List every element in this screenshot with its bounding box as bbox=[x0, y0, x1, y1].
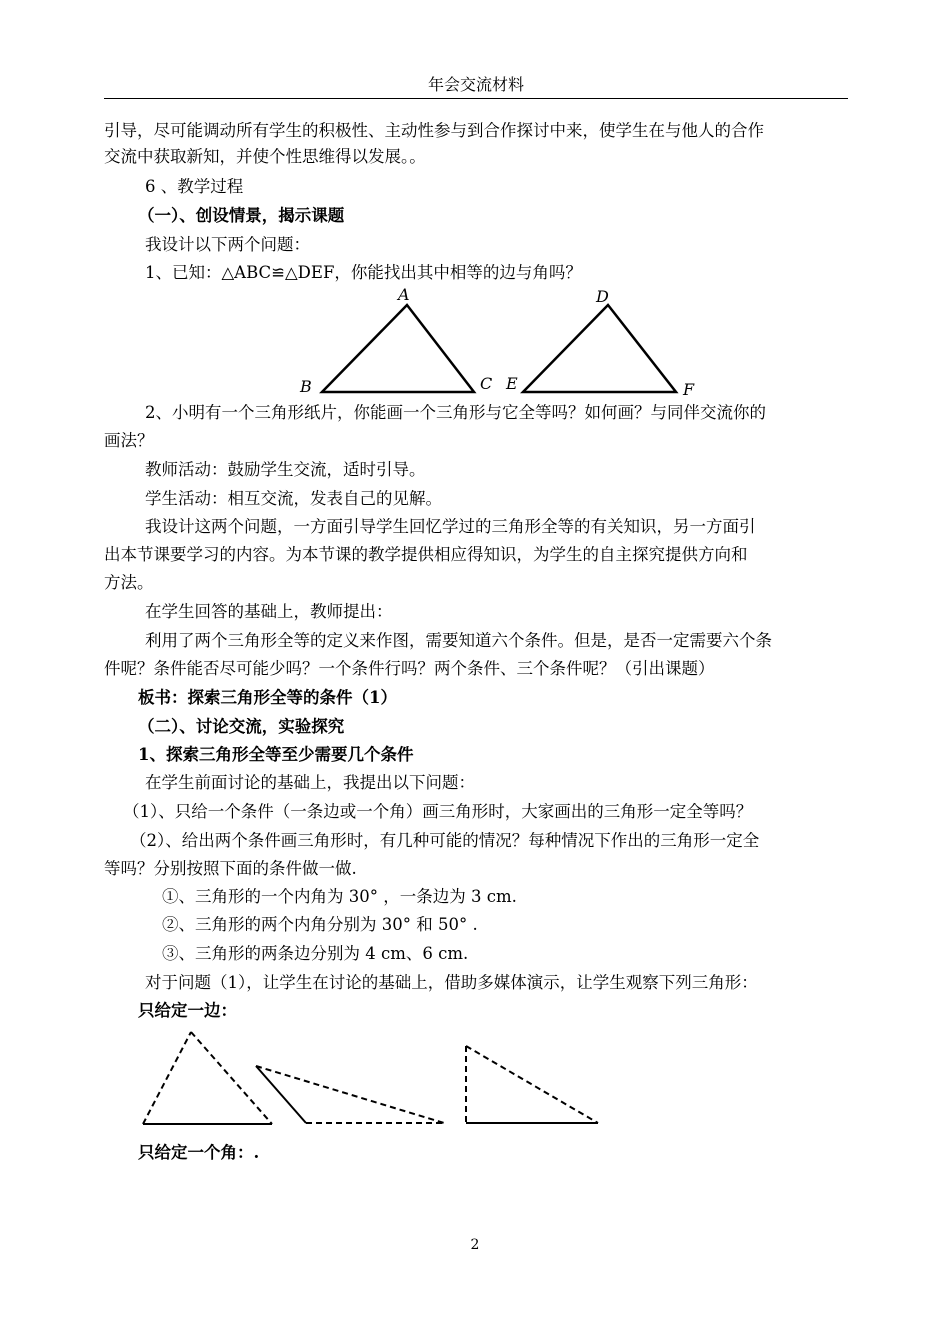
text-line: 在学生前面讨论的基础上，我提出以下问题： bbox=[145, 773, 475, 792]
page-header: 年会交流材料 bbox=[427, 75, 524, 94]
text-line: 出本节课要学习的内容。为本节课的教学提供相应得知识，为学生的自主探究提供方向和 bbox=[104, 545, 748, 564]
label-E: E bbox=[506, 374, 518, 393]
text-line: 我设计这两个问题，一方面引导学生回忆学过的三角形全等的有关知识，另一方面引 bbox=[145, 517, 756, 536]
text-line: 引导，尽可能调动所有学生的积极性、主动性参与到合作探讨中来，使学生在与他人的合作 bbox=[104, 121, 764, 140]
triangle-one-side-2 bbox=[256, 1066, 444, 1123]
subsection-heading: 1、探索三角形全等至少需要几个条件 bbox=[138, 745, 414, 764]
text-line: 教师活动：鼓励学生交流，适时引导。 bbox=[145, 460, 426, 479]
label-A: A bbox=[398, 285, 410, 304]
text-line: 方法。 bbox=[104, 573, 154, 592]
text-line: 件呢？条件能否尽可能少吗？一个条件行吗？两个条件、三个条件呢？（引出课题） bbox=[104, 659, 715, 678]
text-line: （2）、给出两个条件画三角形时，有几种可能的情况？每种情况下作出的三角形一定全 bbox=[130, 831, 760, 850]
condition-item: ①、三角形的一个内角为 30° ，一条边为 3 cm. bbox=[162, 887, 517, 906]
board-writing: 板书：探索三角形全等的条件（1） bbox=[138, 688, 397, 707]
label-F: F bbox=[683, 380, 695, 399]
label-B: B bbox=[300, 377, 312, 396]
label-C: C bbox=[480, 374, 493, 393]
text-line: 画法？ bbox=[104, 431, 154, 450]
caption-one-side: 只给定一边： bbox=[138, 1001, 237, 1020]
text-line: 学生活动：相互交流，发表自己的见解。 bbox=[145, 489, 442, 508]
text-line: 6 、教学过程 bbox=[145, 177, 244, 196]
text-line: （1）、只给一个条件（一条边或一个角）画三角形时，大家画出的三角形一定全等吗？ bbox=[123, 802, 753, 821]
condition-item: ②、三角形的两个内角分别为 30° 和 50° . bbox=[162, 915, 478, 934]
triangle-one-side-3 bbox=[466, 1046, 598, 1123]
text-line: 在学生回答的基础上，教师提出： bbox=[145, 602, 393, 621]
label-D: D bbox=[596, 287, 609, 306]
text-line: 对于问题（1），让学生在讨论的基础上，借助多媒体演示，让学生观察下列三角形： bbox=[145, 973, 758, 992]
page-number: 2 bbox=[470, 1237, 480, 1253]
section-heading: （一）、创设情景，揭示课题 bbox=[138, 206, 345, 225]
text-line: 等吗？分别按照下面的条件做一做. bbox=[104, 859, 357, 878]
text-line: 交流中获取新知，并使个性思维得以发展。。 bbox=[104, 147, 426, 166]
text-line: 我设计以下两个问题： bbox=[145, 235, 310, 254]
section-heading: （二）、讨论交流，实验探究 bbox=[138, 717, 345, 736]
condition-item: ③、三角形的两条边分别为 4 cm、6 cm. bbox=[162, 944, 469, 963]
text-line: 1、已知：△ABC≌△DEF，你能找出其中相等的边与角吗？ bbox=[145, 263, 582, 282]
caption-one-angle: 只给定一个角：. bbox=[138, 1143, 260, 1162]
text-line: 2、小明有一个三角形纸片，你能画一个三角形与它全等吗？如何画？与同伴交流你的 bbox=[145, 403, 766, 422]
triangle-one-side-1 bbox=[143, 1032, 272, 1124]
text-line: 利用了两个三角形全等的定义来作图，需要知道六个条件。但是，是否一定需要六个条 bbox=[145, 631, 772, 650]
